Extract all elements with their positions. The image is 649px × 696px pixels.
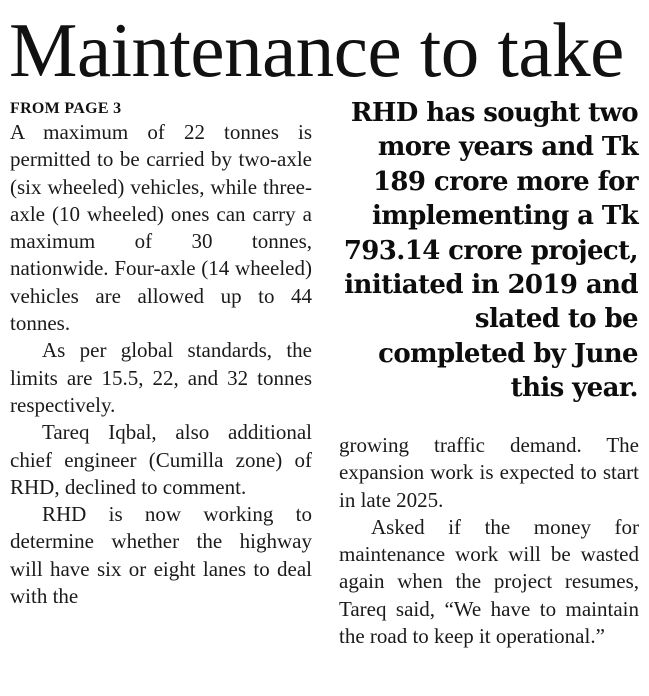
- paragraph: Tareq Iqbal, also additional chief engineer (Cumilla zone) of RHD, declined to comment.: [10, 420, 312, 499]
- pull-quote: RHD has sought two more years and Tk 189 crore more for implementing a Tk 793.14 crore project, initiated in 2019 and slated to be completed by June this year.: [343, 98, 638, 404]
- paragraph: growing traffic demand. The expansion work is expected to start in late 2025.: [339, 433, 639, 512]
- headline: Maintenance to take: [9, 7, 624, 93]
- left-column: [10, 119, 312, 610]
- continuation-kicker: FROM PAGE 3: [10, 100, 122, 117]
- paragraph: Asked if the money for maintenance work will be wasted again when the project resumes, Tareq said, “We have to maintain the road to keep it operational.”: [339, 514, 639, 649]
- right-column: [339, 432, 639, 650]
- paragraph: A maximum of 22 tonnes is permitted to be carried by two-axle (six wheeled) vehicles, while three-axle (10 wheeled) ones can carry a maximum of 30 tonnes, nationwide. Four-axle (14 wheeled) vehicles are allowed up to 44 tonnes.: [10, 120, 312, 336]
- paragraph: RHD is now working to determine whether the highway will have six or eight lanes to deal with the: [10, 502, 312, 609]
- paragraph: As per global standards, the limits are 15.5, 22, and 32 tonnes respectively.: [10, 338, 312, 417]
